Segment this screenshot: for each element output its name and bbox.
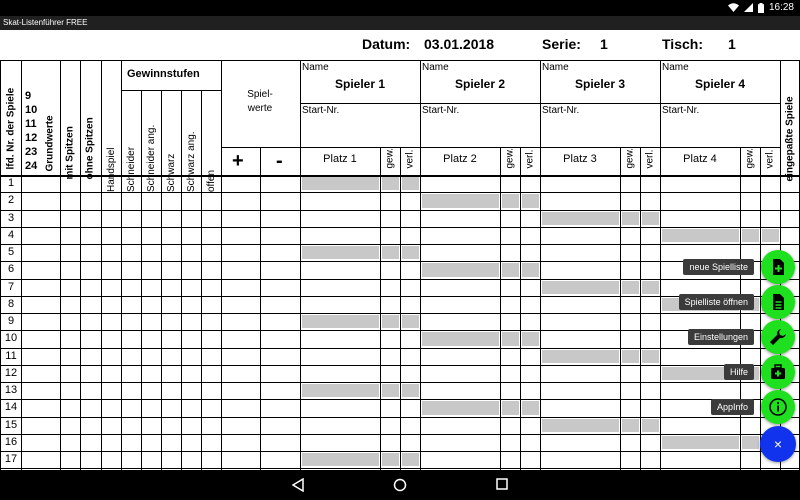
grundwert-number: 24 bbox=[25, 160, 38, 172]
row-number: 8 bbox=[7, 297, 15, 310]
shaded-cell bbox=[522, 332, 539, 345]
grid-line bbox=[540, 103, 660, 104]
back-icon[interactable] bbox=[292, 478, 304, 492]
start-nr-label: Start-Nr. bbox=[662, 105, 700, 116]
shaded-cell bbox=[302, 453, 379, 466]
shaded-cell bbox=[402, 384, 419, 397]
datum-label: Datum: bbox=[362, 36, 411, 52]
fab-button-medkit[interactable] bbox=[761, 355, 795, 389]
fab-close-button[interactable] bbox=[760, 426, 796, 462]
serie-value[interactable]: 1 bbox=[600, 36, 608, 52]
shaded-cell bbox=[422, 263, 499, 276]
grid-line bbox=[101, 60, 102, 470]
ohne-spitzen-header: ohne Spitzen bbox=[84, 117, 96, 180]
shaded-cell bbox=[542, 419, 619, 432]
shaded-cell bbox=[502, 332, 519, 345]
grid-line bbox=[161, 90, 162, 470]
fab-button-open-file[interactable] bbox=[761, 285, 795, 319]
grid-line bbox=[620, 147, 621, 470]
grid-line bbox=[500, 147, 501, 470]
info-icon bbox=[768, 397, 788, 417]
fab-label-info[interactable]: AppInfo bbox=[711, 399, 754, 415]
shaded-cell bbox=[382, 246, 399, 259]
verl-label: verl. bbox=[524, 149, 536, 169]
medkit-icon bbox=[769, 363, 787, 381]
app-title: Skat-Listenführer FREE bbox=[0, 16, 800, 30]
grid-line bbox=[300, 147, 420, 148]
gewinnstufe-4: Schwarz ang. bbox=[185, 131, 197, 192]
shaded-cell bbox=[742, 229, 759, 242]
grid-line bbox=[0, 348, 800, 349]
shaded-cell bbox=[622, 419, 639, 432]
grid-line bbox=[0, 261, 800, 262]
grid-line bbox=[380, 147, 381, 470]
row-number: 10 bbox=[4, 332, 18, 345]
shaded-cell bbox=[642, 419, 659, 432]
row-number: 9 bbox=[7, 315, 15, 327]
platz-label: Platz 3 bbox=[563, 153, 597, 165]
grid-line bbox=[121, 90, 221, 91]
gew-label: gew. bbox=[744, 147, 756, 169]
verl-label: verl. bbox=[644, 149, 656, 169]
grid-line bbox=[121, 60, 122, 470]
gew-label: gew. bbox=[384, 147, 396, 169]
grid-line bbox=[0, 192, 800, 193]
recents-icon[interactable] bbox=[496, 478, 508, 490]
shaded-cell bbox=[422, 332, 499, 345]
grid-line bbox=[0, 210, 800, 211]
gewinnstufen-header: Gewinnstufen bbox=[127, 68, 200, 80]
serie-label: Serie: bbox=[542, 36, 581, 52]
grid-line bbox=[141, 90, 142, 470]
gewinnstufe-1: Schneider bbox=[125, 146, 137, 192]
row-number: 11 bbox=[5, 349, 17, 362]
player-name[interactable]: Spieler 1 bbox=[334, 77, 386, 91]
name-label: Name bbox=[542, 62, 569, 73]
shaded-cell bbox=[502, 194, 519, 207]
shaded-cell bbox=[522, 401, 539, 414]
grid-line bbox=[0, 279, 800, 280]
grid-line bbox=[420, 147, 540, 148]
status-bar bbox=[0, 0, 800, 16]
shaded-cell bbox=[622, 281, 639, 294]
shaded-cell bbox=[422, 194, 499, 207]
shaded-cell bbox=[502, 263, 519, 276]
tisch-label: Tisch: bbox=[662, 36, 703, 52]
gew-label: gew. bbox=[624, 147, 636, 169]
player-name[interactable]: Spieler 2 bbox=[454, 77, 506, 91]
minus-button[interactable]: - bbox=[276, 150, 283, 172]
shaded-cell bbox=[502, 401, 519, 414]
grid-line bbox=[420, 103, 540, 104]
wifi-icon bbox=[728, 3, 739, 12]
row-number: 17 bbox=[4, 453, 18, 465]
shaded-cell bbox=[302, 246, 379, 259]
shaded-cell bbox=[622, 212, 639, 225]
start-nr-label: Start-Nr. bbox=[302, 105, 340, 116]
grundwert-number: 11 bbox=[25, 118, 37, 130]
grid-line bbox=[80, 60, 81, 470]
row-number: 12 bbox=[4, 366, 18, 379]
grid-line bbox=[0, 365, 800, 366]
shaded-cell bbox=[642, 281, 659, 294]
row-number: 15 bbox=[4, 418, 18, 431]
name-label: Name bbox=[302, 62, 329, 73]
fab-label-open-file[interactable]: Spielliste öffnen bbox=[679, 294, 754, 310]
shaded-cell bbox=[422, 401, 499, 414]
grid-line bbox=[0, 330, 800, 331]
grundwert-number: 10 bbox=[25, 104, 38, 116]
start-nr-label: Start-Nr. bbox=[422, 105, 460, 116]
close-icon: × bbox=[773, 436, 783, 452]
status-time: 16:28 bbox=[768, 2, 794, 13]
shaded-cell bbox=[302, 315, 379, 328]
open-file-icon bbox=[769, 293, 787, 311]
player-name[interactable]: Spieler 3 bbox=[574, 77, 626, 91]
fab-button-add-file[interactable] bbox=[761, 250, 795, 284]
name-label: Name bbox=[422, 62, 449, 73]
wrench-icon bbox=[768, 327, 788, 347]
grid-line bbox=[0, 382, 800, 383]
grid-line bbox=[21, 60, 22, 470]
grid-line bbox=[0, 313, 800, 314]
row-number: 4 bbox=[7, 228, 15, 241]
grid-line bbox=[300, 60, 301, 470]
mit-spitzen-header: mit Spitzen bbox=[64, 126, 76, 180]
platz-label: Platz 1 bbox=[323, 153, 357, 165]
grid-line bbox=[660, 103, 780, 104]
gew-label: gew. bbox=[504, 147, 516, 169]
grid-line bbox=[0, 244, 800, 245]
fab-label-wrench[interactable]: Einstellungen bbox=[688, 329, 754, 345]
grundwerte-header: Grundwerte bbox=[44, 115, 56, 172]
fab-label-add-file[interactable]: neue Spielliste bbox=[683, 259, 754, 275]
row-number: 6 bbox=[7, 263, 15, 276]
tisch-value[interactable]: 1 bbox=[728, 36, 736, 52]
verl-label: verl. bbox=[404, 149, 416, 169]
gewinnstufe-2: Schneider ang. bbox=[145, 124, 157, 192]
grid-line bbox=[201, 90, 202, 470]
grid-line bbox=[640, 147, 641, 470]
fab-button-wrench[interactable] bbox=[761, 320, 795, 354]
shaded-cell bbox=[762, 229, 779, 242]
spielwerte-header: Spiel- werte bbox=[247, 89, 273, 114]
nav-bar bbox=[0, 470, 800, 500]
shaded-cell bbox=[662, 229, 739, 242]
eingepasste-header: eingepaßte Spiele bbox=[784, 96, 796, 182]
gewinnstufe-0: Handspiel bbox=[105, 147, 117, 192]
grid-line bbox=[520, 147, 521, 470]
plus-button[interactable]: + bbox=[232, 150, 244, 172]
row-number: 7 bbox=[7, 280, 15, 293]
grid-line bbox=[400, 147, 401, 470]
score-sheet bbox=[0, 30, 800, 470]
grid-line bbox=[540, 147, 660, 148]
lfd-nr-header: lfd. Nr. der Spiele bbox=[5, 87, 17, 170]
platz-label: Platz 4 bbox=[683, 153, 717, 165]
grid-line bbox=[260, 147, 261, 470]
row-number: 13 bbox=[4, 384, 18, 396]
shaded-cell bbox=[402, 177, 419, 190]
grid-line bbox=[0, 60, 800, 61]
status-icons bbox=[728, 2, 794, 13]
shaded-cell bbox=[382, 453, 399, 466]
shaded-cell bbox=[382, 384, 399, 397]
shaded-cell bbox=[522, 194, 539, 207]
grid-line bbox=[181, 90, 182, 470]
grid-line bbox=[660, 147, 780, 148]
shaded-cell bbox=[302, 384, 379, 397]
battery-icon bbox=[758, 3, 764, 13]
row-number: 1 bbox=[7, 177, 15, 189]
grid-line bbox=[0, 227, 800, 228]
grid-line bbox=[0, 60, 1, 470]
grid-line bbox=[0, 399, 800, 400]
shaded-cell bbox=[302, 177, 379, 190]
fab-label-medkit[interactable]: Hilfe bbox=[724, 364, 754, 380]
grid-line bbox=[540, 60, 541, 470]
home-icon[interactable] bbox=[393, 478, 407, 492]
grid-line bbox=[660, 60, 661, 470]
gewinnstufe-5: offen bbox=[205, 169, 217, 192]
shaded-cell bbox=[542, 350, 619, 363]
shaded-cell bbox=[542, 281, 619, 294]
shaded-cell bbox=[662, 436, 739, 449]
start-nr-label: Start-Nr. bbox=[542, 105, 580, 116]
shaded-cell bbox=[542, 212, 619, 225]
name-label: Name bbox=[662, 62, 689, 73]
platz-label: Platz 2 bbox=[443, 153, 477, 165]
grid-line bbox=[420, 60, 421, 470]
grid-line bbox=[760, 147, 761, 470]
verl-label: verl. bbox=[764, 149, 776, 169]
shaded-cell bbox=[402, 453, 419, 466]
shaded-cell bbox=[642, 350, 659, 363]
grid-line bbox=[0, 175, 800, 176]
shaded-cell bbox=[382, 177, 399, 190]
shaded-cell bbox=[402, 315, 419, 328]
grid-line bbox=[0, 417, 800, 418]
grid-line bbox=[0, 434, 800, 435]
grundwert-number: 12 bbox=[25, 132, 38, 144]
row-number: 16 bbox=[4, 435, 18, 448]
grid-line bbox=[0, 451, 800, 452]
grid-line bbox=[221, 60, 222, 470]
shaded-cell bbox=[622, 350, 639, 363]
row-number: 14 bbox=[4, 401, 18, 414]
add-file-icon bbox=[769, 258, 787, 276]
player-name[interactable]: Spieler 4 bbox=[694, 77, 746, 91]
signal-icon bbox=[744, 3, 753, 12]
shaded-cell bbox=[642, 212, 659, 225]
row-number: 5 bbox=[7, 246, 15, 258]
grid-line bbox=[60, 60, 61, 470]
datum-value[interactable]: 03.01.2018 bbox=[424, 36, 495, 52]
row-number: 3 bbox=[7, 211, 15, 224]
shaded-cell bbox=[402, 246, 419, 259]
gewinnstufe-3: Schwarz bbox=[165, 153, 177, 192]
fab-button-info[interactable] bbox=[761, 390, 795, 424]
shaded-cell bbox=[522, 263, 539, 276]
shaded-cell bbox=[742, 436, 759, 449]
grundwert-number: 9 bbox=[25, 90, 32, 102]
grundwert-number: 23 bbox=[25, 146, 38, 158]
row-number: 2 bbox=[7, 194, 15, 207]
shaded-cell bbox=[382, 315, 399, 328]
grid-line bbox=[300, 103, 420, 104]
